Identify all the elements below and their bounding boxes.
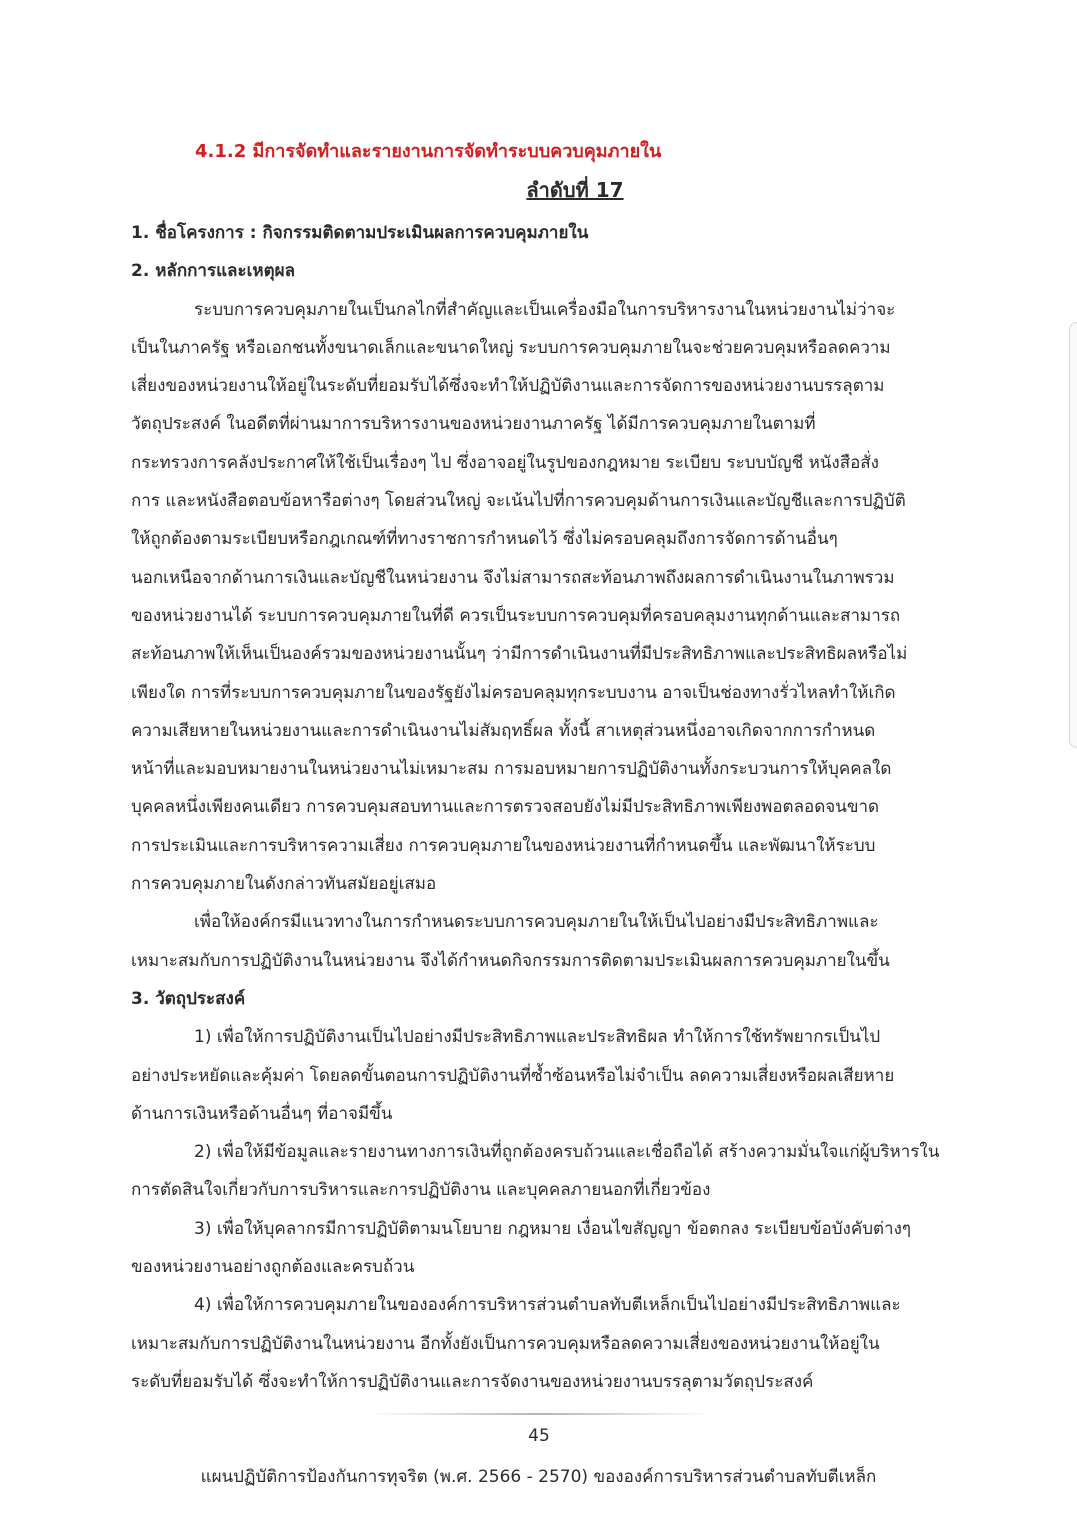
document-body — [131, 214, 946, 1401]
text-line: 3. วัตถุประสงค์ — [131, 988, 246, 1009]
text-line: การ และหนังสือตอบข้อหารือต่างๆ โดยส่วนใหญ่ จะเน้นไปที่การควบคุมด้านการเงินและบัญชีและการปฏิบัติ — [131, 491, 906, 512]
text-line: ระบบการควบคุมภายในเป็นกลไกที่สำคัญและเป็นเครื่องมือในการบริหารงานในหน่วยงานไม่ว่าจะ — [194, 299, 896, 320]
text-line: 2. หลักการและเหตุผล — [131, 261, 296, 282]
text-line: 1. ชื่อโครงการ : กิจกรรมติดตามประเมินผลการควบคุมภายใน — [131, 223, 589, 243]
text-line: การตัดสินใจเกี่ยวกับการบริหารและการปฏิบัติงาน และบุคคลภายนอกที่เกี่ยวข้อง — [131, 1180, 711, 1201]
text-line: 4) เพื่อให้การควบคุมภายในขององค์การบริหารส่วนตำบลทับตีเหล็กเป็นไปอย่างมีประสิทธิภาพและ — [194, 1295, 901, 1316]
text-line: กระทรวงการคลังประกาศให้ใช้เป็นเรื่องๆ ไป ซึ่งอาจอยู่ในรูปของกฎหมาย ระเบียบ ระบบบัญชี หนังสือสั่ง — [131, 452, 879, 473]
text-line: ของหน่วยงานได้ ระบบการควบคุมภายในที่ดี ควรเป็นระบบการควบคุมที่ครอบคลุมงานทุกด้านและสามารถ — [131, 605, 901, 626]
text-line: 1) เพื่อให้การปฏิบัติงานเป็นไปอย่างมีประสิทธิภาพและประสิทธิผล ทำให้การใช้ทรัพยากรเป็นไป — [194, 1027, 881, 1048]
text-line: การควบคุมภายในดังกล่าวทันสมัยอยู่เสมอ — [131, 874, 437, 895]
scroll-handle[interactable] — [1069, 322, 1077, 748]
text-line: นอกเหนือจากด้านการเงินและบัญชีในหน่วยงาน จึงไม่สามารถสะท้อนภาพถึงผลการดำเนินงานในภาพรวม — [131, 567, 895, 588]
text-line: ด้านการเงินหรือด้านอื่นๆ ที่อาจมีขึ้น — [131, 1103, 393, 1124]
footer-text: แผนปฏิบัติการป้องกันการทุจริต (พ.ศ. 2566 - 2570) ขององค์การบริหารส่วนตำบลทับตีเหล็ก — [200, 1467, 877, 1487]
text-line: 2) เพื่อให้มีข้อมูลและรายงานทางการเงินที่ถูกต้องครบถ้วนและเชื่อถือได้ สร้างความมั่นใจแก่ผู้บริหารใน — [194, 1142, 940, 1163]
footer-divider — [370, 1413, 710, 1415]
text-line: ให้ถูกต้องตามระเบียบหรือกฎเกณฑ์ที่ทางราชการกำหนดไว้ ซึ่งไม่ครอบคลุมถึงการจัดการด้านอื่นๆ — [131, 529, 838, 550]
page-number: 45 — [528, 1426, 550, 1446]
text-line: เสี่ยงของหน่วยงานให้อยู่ในระดับที่ยอมรับได้ซึ่งจะทำให้ปฏิบัติงานและการจัดการของหน่วยงานบรรลุตาม — [131, 376, 885, 397]
text-line: หน้าที่และมอบหมายงานในหน่วยงานไม่เหมาะสม การมอบหมายการปฏิบัติงานทั้งกระบวนการให้บุคคลใด — [131, 759, 892, 780]
text-line: เพียงใด การที่ระบบการควบคุมภายในของรัฐยังไม่ครอบคลุมทุกระบบงาน อาจเป็นช่องทางรั่วไหลทำให้เกิด — [131, 682, 896, 703]
text-line: 3) เพื่อให้บุคลากรมีการปฏิบัติตามนโยบาย กฎหมาย เงื่อนไขสัญญา ข้อตกลง ระเบียบข้อบังคับต่างๆ — [194, 1218, 911, 1239]
text-line: ระดับที่ยอมรับได้ ซึ่งจะทำให้การปฏิบัติงานและการจัดงานของหน่วยงานบรรลุตามวัตถุประสงค์ — [131, 1371, 814, 1392]
text-line: ความเสียหายในหน่วยงานและการดำเนินงานไม่สัมฤทธิ์ผล ทั้งนี้ สาเหตุส่วนหนึ่งอาจเกิดจากการกำหนด — [131, 720, 876, 741]
text-line: บุคคลหนึ่งเพียงคนเดียว การควบคุมสอบทานและการตรวจสอบยังไม่มีประสิทธิภาพเพียงพอตลอดจนขาด — [131, 797, 880, 818]
text-line: เป็นในภาครัฐ หรือเอกชนทั้งขนาดเล็กและขนาดใหญ่ ระบบการควบคุมภายในจะช่วยควบคุมหรือลดความ — [131, 337, 891, 358]
text-line: เพื่อให้องค์กรมีแนวทางในการกำหนดระบบการควบคุมภายในให้เป็นไปอย่างมีประสิทธิภาพและ — [194, 912, 879, 933]
text-line: ของหน่วยงานอย่างถูกต้องและครบถ้วน — [131, 1257, 415, 1278]
order-number: ลำดับที่ 17 — [526, 178, 624, 202]
text-line: เหมาะสมกับการปฏิบัติงานในหน่วยงาน อีกทั้งยังเป็นการควบคุมหรือลดความเสี่ยงของหน่วยงานให้อยู่ใน — [131, 1333, 880, 1354]
text-line: วัตถุประสงค์ ในอดีตที่ผ่านมาการบริหารงานของหน่วยงานภาครัฐ ได้มีการควบคุมภายในตามที่ — [131, 414, 816, 435]
text-line: สะท้อนภาพให้เห็นเป็นองค์รวมของหน่วยงานนั้นๆ ว่ามีการดำเนินงานที่มีประสิทธิภาพและประสิทธิผลหรือไม่ — [131, 644, 908, 665]
text-line: อย่างประหยัดและคุ้มค่า โดยลดขั้นตอนการปฏิบัติงานที่ซ้ำซ้อนหรือไม่จำเป็น ลดความเสี่ยงหรือผลเสียหาย — [131, 1065, 895, 1086]
section-heading: 4.1.2 มีการจัดทำและรายงานการจัดทำระบบควบคุมภายใน — [195, 141, 662, 162]
text-line: การประเมินและการบริหารความเสี่ยง การควบคุมภายในของหน่วยงานที่กำหนดขึ้น และพัฒนาให้ระบบ — [131, 835, 876, 856]
text-line: เหมาะสมกับการปฏิบัติงานในหน่วยงาน จึงได้กำหนดกิจกรรมการติดตามประเมินผลการควบคุมภายในขึ้น — [131, 950, 890, 971]
